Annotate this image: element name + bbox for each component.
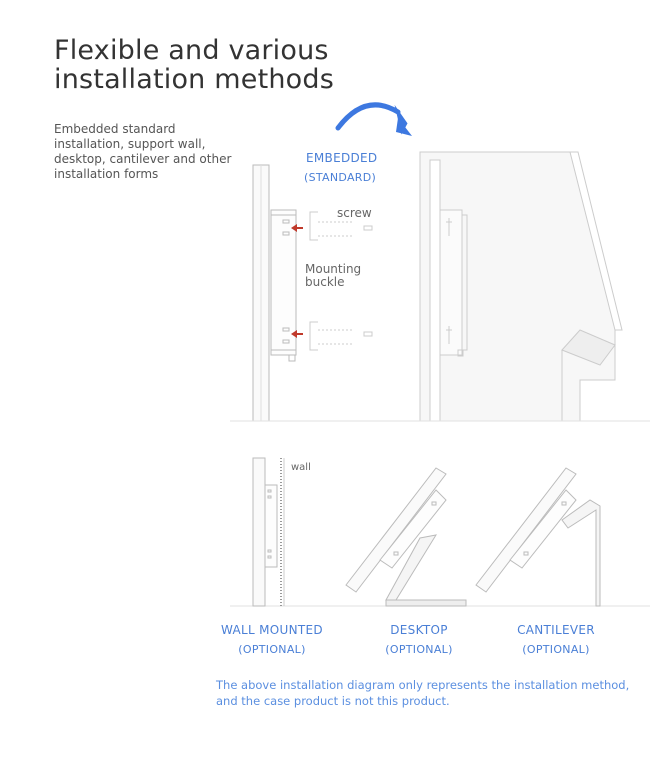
- title-line-1: Flexible and various: [54, 35, 329, 66]
- screw-label: screw: [337, 206, 372, 220]
- desktop-label: DESKTOP: [390, 623, 448, 637]
- embedded-cabinet: [420, 152, 622, 421]
- mounting-buckle-line-2: buckle: [305, 275, 345, 289]
- mounting-buckle-label: [305, 263, 361, 289]
- desktop-drawing: [346, 468, 466, 606]
- disclaimer-note: The above installation diagram only represents the installation method, and the case product is not this product.: [216, 678, 630, 708]
- desktop-sub-label: (OPTIONAL): [385, 643, 453, 656]
- cantilever-drawing: [476, 468, 600, 606]
- embedded-panel-side: [253, 165, 296, 421]
- wall-mounted-label: WALL MOUNTED: [221, 623, 323, 637]
- wall-mounted-drawing: [253, 458, 284, 606]
- embedded-sub-label: (STANDARD): [304, 171, 377, 184]
- cantilever-label: CANTILEVER: [517, 623, 595, 637]
- embedded-label: EMBEDDED: [306, 151, 378, 165]
- page-subtitle: Embedded standard installation, support wall, desktop, cantilever and other installation forms: [54, 122, 232, 181]
- cantilever-sub-label: (OPTIONAL): [522, 643, 590, 656]
- title-line-2: installation methods: [54, 64, 334, 95]
- mounting-buckle-line-1: Mounting: [305, 262, 362, 276]
- curved-arrow-icon: [338, 105, 412, 136]
- wall-label: wall: [291, 462, 311, 473]
- wall-mounted-sub-label: (OPTIONAL): [238, 643, 306, 656]
